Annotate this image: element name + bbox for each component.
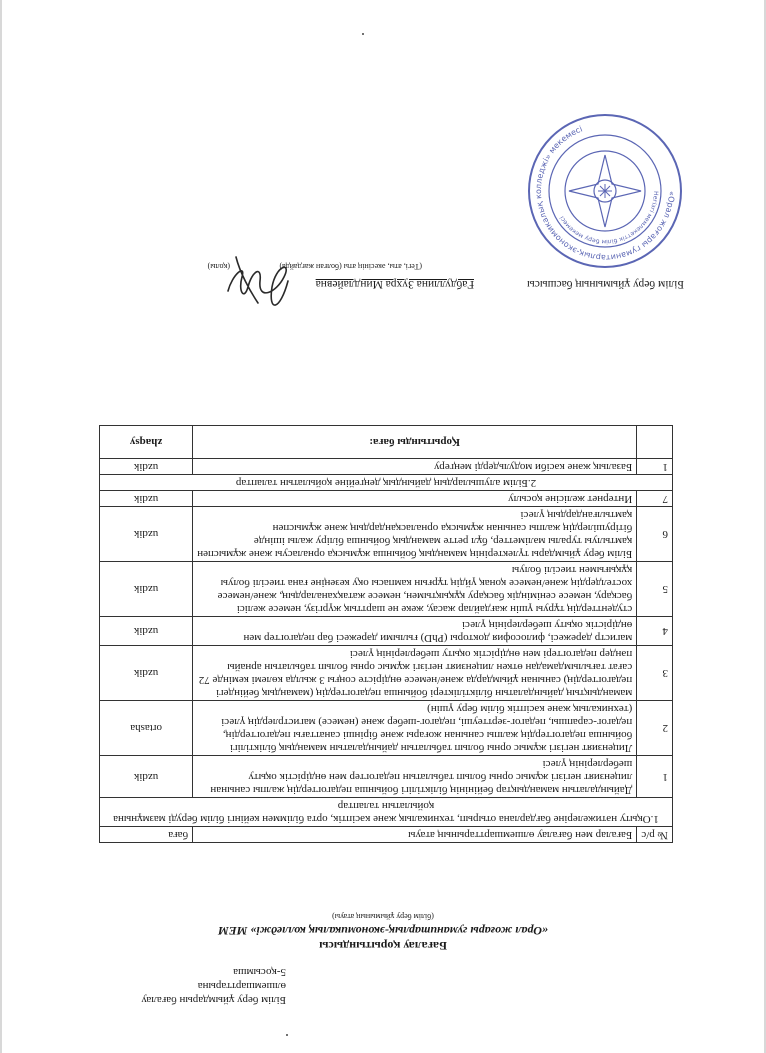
row-criteria: студенттердің тұруы үшін жағдайлар жасау, жеке не шарттық жүргізу, немесе желісі басқару, немесе сеніміндік басқару құқықтымен, немесе жатақханалардың, және/немесе хостелдердің және/немесе қонақ үйдің тұрғын кампасы оқу кезеңіне ғана тиесілі болуы құқығымен тиесілі болуы — [193, 562, 637, 617]
row-criteria: Лицензият негізгі жұмыс орны болып табылатын дайындалатын мамандық біліктілігі бойынша педагогтердің жалпы санынан жоғары және бірінші санаттағы педагогтердің, педагог-сарапшы, педагог-зерттеуші, педагог-шебер және (немесе) магистрлердің үлесі (техникалық және кәсіптік білім беру үшін) — [193, 701, 637, 756]
row-criteria: мамандықтың дайындалатын біліктіліктері бойынша педагогтердің (мамандық бейіндегі педагогтердің) санынан ұйымдарда және/немесе өндірісте соңғы 3 жылда көлемі кемінде 72 сағат тағылымдамадан өткен лицензият негізгі жұмыс орны болып табылатын арнайы пәндер педагогтері мен өндірістік оқыту шеберлерінің үлесі — [193, 646, 637, 701]
table-header-row — [100, 827, 673, 843]
summary-empty-cell — [637, 426, 673, 459]
signature-lead: Білім беру ұйымының басшысы — [527, 278, 684, 290]
row-grade: ortasha — [100, 701, 193, 756]
row-grade: uzdik — [100, 617, 193, 646]
document-title: Бағалау қорытындысы — [319, 939, 447, 953]
header-line: өлшемшарттарына — [197, 980, 286, 992]
summary-value: zhaqsy — [100, 426, 193, 459]
row-grade: uzdik — [100, 756, 193, 798]
header-num: № р/с — [637, 827, 673, 843]
row-grade: uzdik — [100, 646, 193, 701]
row-criteria: Дайындалатын мамандықтар бейінінің біліктілігі бойынша педагогтердің жалпы санынан лицензият негізгі жұмыс орны болып табылатын педагогтер мен өндірістік оқыту шеберлерінің үлесі — [193, 756, 637, 798]
row-criteria: магистр дәрежесі, философия докторы (PhD) ғылыми дәрежесі бар педагогтер мен өндірістік оқыту шеберлерінің үлесі — [193, 617, 637, 646]
section-title: 1.Оқыту нәтижелеріне бағдарлана отырып, техникалық және кәсіптік, орта біліммен кейінгі білім беруді мазмұнына қойылатын талаптар — [100, 798, 673, 827]
section-title: 2.Білім алушылардың дайындық деңгейіне қойылатын талаптар — [100, 475, 673, 491]
stamp-inner-text: Негізгі мемлекеттік білім беру мекемесі — [558, 190, 660, 246]
section-row — [100, 475, 673, 491]
director-name: Ғабдуллина Зухра Миндлайевна — [315, 278, 474, 290]
summary-row — [100, 426, 673, 459]
row-num: 6 — [637, 507, 673, 562]
scan-speck — [362, 33, 364, 35]
organization-name: «Орал жоғары гуманитарлық-экономикалық колледжі» МЕМ — [218, 924, 548, 938]
table-row — [100, 617, 673, 646]
evaluation-table — [99, 425, 673, 843]
row-num: 7 — [637, 491, 673, 507]
row-num: 1 — [637, 756, 673, 798]
row-criteria: Білім беру ұйымдары түлектерінің мамандық бойынша жұмысқа орналасуы және жұмыспен қамтылуы туралы мәліметтер, бұл ретте мамандық бойынша біліру жалы ішінде бітірушілердің жалпы санынан жұмысқа орналасқандардың және жұмыспен қамтылғандардың үлесі — [193, 507, 637, 562]
row-grade: uzdik — [100, 507, 193, 562]
row-num: 5 — [637, 562, 673, 617]
summary-label: Қорытынды баға: — [193, 426, 637, 459]
row-grade: uzdik — [100, 459, 193, 475]
row-num: 3 — [637, 646, 673, 701]
row-criteria: Интернет желісіне қосылу — [193, 491, 637, 507]
row-grade: uzdik — [100, 491, 193, 507]
header-line: 5-қосымша — [233, 966, 286, 978]
stamp-outer-text: «Орал жоғары гуманитарлық-экономикалық колледжі» мекемесі — [533, 124, 677, 263]
header-grade: баға — [100, 827, 193, 843]
table-row — [100, 646, 673, 701]
header-criteria: Бағалар мен бағалау өлшемшарттарының атауы — [193, 827, 637, 843]
row-num: 1 — [637, 459, 673, 475]
row-grade: uzdik — [100, 562, 193, 617]
title-block — [140, 912, 626, 953]
appendix-header — [26, 965, 286, 1007]
row-num: 2 — [637, 701, 673, 756]
handwritten-signature — [218, 253, 298, 321]
sign-hint: (қолы) — [207, 262, 230, 271]
scan-border-right — [0, 0, 2, 1053]
table-row — [100, 491, 673, 507]
name-hint: (Тегі, аты, әкесінің аты (болған жағдайда) — [279, 262, 422, 271]
table-row — [100, 756, 673, 798]
row-criteria: Базалық және кәсіби модульдерді меңгеру — [193, 459, 637, 475]
table-row — [100, 701, 673, 756]
scan-speck — [286, 1034, 288, 1036]
header-line: Білім беру ұйымдарын бағалау — [141, 994, 286, 1006]
table-row — [100, 459, 673, 475]
row-num: 4 — [637, 617, 673, 646]
table-row — [100, 562, 673, 617]
section-row — [100, 798, 673, 827]
official-stamp — [525, 111, 685, 271]
organization-hint: (білім беру ұйымының атауы) — [332, 912, 434, 921]
table-row — [100, 507, 673, 562]
